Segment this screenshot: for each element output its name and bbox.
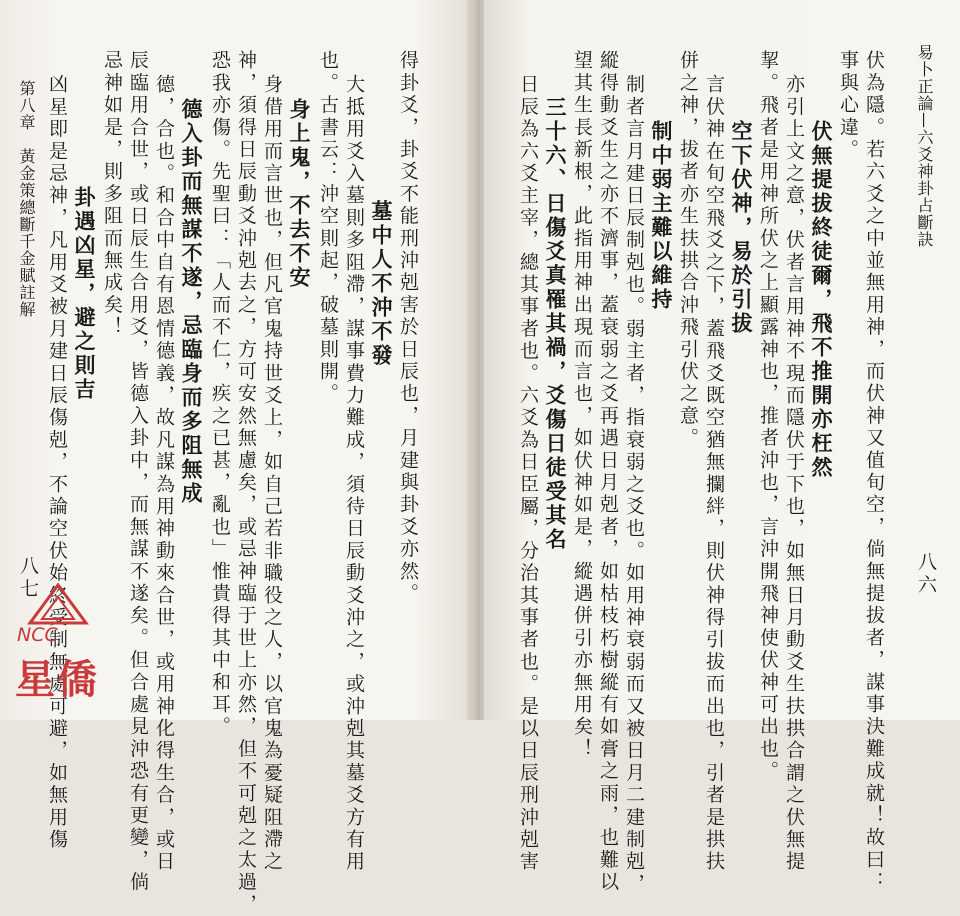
left-page: [0, 0, 470, 916]
text-column: 神，須得日辰動爻沖剋去之，方可安然無慮矣，或忌神臨于世上亦然，但不可剋之太過，: [235, 50, 257, 916]
right-page: [484, 0, 960, 896]
text-column: 大抵用爻入墓則多阻滯，謀事費力難成，須待日辰動爻沖之，或沖剋其墓爻方有用: [343, 74, 365, 874]
section-heading: 身上鬼，不去不安: [287, 98, 311, 290]
text-column: 言伏神在旬空飛爻之下，蓋飛爻既空猶無攔絆，則伏神得引拔而出也，引者是拱扶: [703, 74, 725, 874]
text-column: 挈。飛者是用神所伏之上顯露神也，推者沖也，言沖開飛神使伏神可出也。: [757, 50, 779, 783]
section-heading: 三十六、日傷爻真罹其禍，爻傷日徒受其名: [543, 96, 567, 552]
text-column: 身借用而言世也，但凡官鬼持世爻上，如自己若非職役之人，以官鬼為憂疑阻滯之: [261, 74, 283, 874]
section-heading: 德入卦而無謀不遂，忌臨身而多阻無成: [179, 98, 203, 506]
text-column: 日辰為六爻主宰，總其事者也。六爻為日臣屬，分治其事者也。是以日辰刑沖剋害: [517, 74, 539, 874]
text-column: 併之神，拔者亦生扶拱合沖飛引伏之意。: [677, 50, 699, 450]
text-column: 事與心違。: [837, 50, 859, 161]
text-column: 得卦爻，卦爻不能刑沖剋害於日辰也，月建與卦爻亦然。: [397, 50, 419, 605]
text-column: 恐我亦傷。先聖曰：「人而不仁，疾之已甚，亂也」惟貴得其中和耳。: [209, 50, 231, 739]
text-column: 辰臨用合世，或日辰生合用爻，皆德入卦中，而無謀不遂矣。但合處見沖恐有更變，倘: [127, 50, 149, 894]
section-heading: 墓中人不沖不發: [369, 200, 393, 368]
text-column: 伏為隱。若六爻之中並無用神，而伏神又值旬空，倘無提拔者，謀事決難成就！故曰：: [863, 50, 885, 894]
stamp-english: NCC: [17, 624, 58, 646]
text-column: 也。古書云：沖空則起，破墓則開。: [317, 50, 339, 406]
watermark-stamp: [15, 582, 103, 714]
page-number: 八七: [17, 556, 39, 601]
running-header: 易卜正論—六爻神卦占斷訣: [915, 44, 934, 248]
section-heading: 卦遇凶星，避之則吉: [72, 186, 96, 402]
page-number: 八六: [915, 552, 937, 597]
section-heading: 制中弱主難以維持: [649, 120, 673, 312]
text-column: 忌神如是，則多阻而無成矣！: [101, 50, 123, 339]
text-column: 亦引上文之意，伏者言用神不現而隱伏于下也，如無日月動爻生扶拱合謂之伏無提: [783, 74, 805, 874]
chapter-footer: 第八章 黃金策總斷千金賦註解: [17, 80, 36, 318]
text-column: 望其生長新根，此指用神出現而言也，如伏神如是，縱遇併引亦無用矣！: [571, 50, 593, 761]
text-column: 凶星即是忌神，凡用爻被月建日辰傷剋，不論空伏始終受制無處可避，如無用傷: [46, 74, 68, 851]
triangle-logo-icon: [27, 582, 89, 626]
text-column: 德，合也。和合中自有恩情德義，故凡謀為用神動來合世，或用神化得生合，或日: [153, 74, 175, 874]
stamp-chinese: 星僑: [15, 657, 99, 703]
section-heading: 伏無提拔終徒爾，飛不推開亦枉然: [809, 120, 833, 480]
text-column: 縱得動爻生之亦不濟事，蓋衰弱之爻再遇日月剋者，如枯枝朽樹縱有如膏之雨，也難以: [597, 50, 619, 894]
text-column: 制者言月建日辰制剋也。弱主者，指衰弱之爻也。如用神衰弱而又被日月二建制剋，: [623, 74, 645, 896]
section-heading: 空下伏神，易於引拔: [729, 120, 753, 336]
